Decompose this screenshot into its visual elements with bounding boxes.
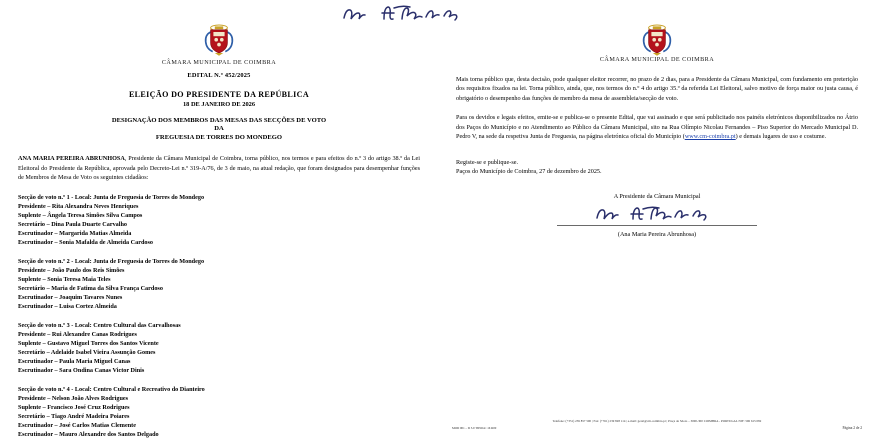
page-right	[438, 0, 876, 438]
voting-section-member: Presidente – João Paulo dos Reis Simões	[18, 267, 125, 275]
top-handwritten-signature	[322, 1, 492, 27]
organization-name-right: CÂMARA MUNICIPAL DE COIMBRA	[599, 56, 715, 63]
voting-section-member: Escrutinador – Margarida Matias Almeida	[18, 230, 132, 238]
signature-line	[557, 225, 757, 226]
intro-president-name: ANA MARIA PEREIRA ABRUNHOSA	[18, 155, 125, 163]
voting-section-header: Secção de voto n.º 4 - Local: Centro Cultural e Recreativo do Dianteiro	[18, 385, 205, 393]
voting-section-member: Secretário – Tiago André Madeira Poiares	[18, 412, 130, 420]
voting-section-block	[18, 322, 420, 376]
voting-section-member: Presidente – Nelson João Alves Rodrigues	[18, 394, 129, 402]
footer-document-code: MOD 001 – D 3.0 TIPOGC 16 R00	[452, 426, 497, 430]
voting-section-member: Secretário – Adelaide Isabel Vieira Assunção Gomes	[18, 348, 156, 356]
voting-sections-list	[14, 194, 424, 440]
voting-section-header: Secção de voto n.º 1 - Local: Junta de Freguesia de Torres do Mondego	[18, 194, 205, 202]
handwritten-signature-top-icon	[322, 1, 492, 27]
edital-number: EDITAL N.º 452/2025	[187, 72, 251, 79]
right-crest-container	[452, 0, 862, 63]
voting-section-member: Suplente – Francisco José Cruz Rodrigues	[18, 403, 130, 411]
paragraph-publication	[452, 113, 862, 141]
closing-register-line: Registe-se e publique-se.	[456, 158, 519, 166]
page-footer	[452, 419, 862, 430]
voting-section-block	[18, 386, 420, 440]
voting-section-member: Secretário – Maria de Fatima da Silva França Cardoso	[18, 285, 163, 293]
voting-section-member: Escrutinador – Mauro Alexandre dos Santos Delgado	[18, 430, 159, 438]
subtitle-block	[14, 117, 424, 142]
footer-page-number: Página 2 de 2	[842, 426, 862, 430]
coat-of-arms-icon	[198, 22, 240, 56]
closing-block	[452, 158, 862, 178]
voting-section-block	[18, 194, 420, 248]
subtitle-line-1: DESIGNAÇÃO DOS MEMBROS DAS MESAS DAS SECÇÕES DE VOTO	[111, 117, 327, 124]
page-left	[0, 0, 438, 438]
signature-handwriting	[452, 203, 862, 225]
handwritten-signature-icon	[567, 203, 747, 225]
subtitle-line-3: FREGUESIA DE TORRES DO MONDEGO	[155, 133, 283, 141]
closing-place-date: Paços do Município de Coimbra, 27 de dezembro de 2025.	[456, 168, 602, 176]
voting-section-member: Escrutinador – Joaquim Tavares Nunes	[18, 294, 123, 302]
paragraph-publication-part1: Para os devidos e legais efeitos, emite-se e publica-se o presente Edital, que vai assinado e que será publicitado nos painéis eletrónicos disponibilizados no Átrio dos Paços do Município e no Atendimento ao Público da Câmara Municipal, sito na Rua Olímpio Nicolau Fernandes – Piso Superior do Mercado Municipal D. Pedro V, na sede da respetiva Junta de Freguesia, na página eletrónica oficial do Município (	[456, 114, 858, 141]
paragraph-publication-part2: ) e demais lugares de uso e costume.	[735, 133, 827, 141]
voting-section-member: Suplente – Gustavo Miguel Torres dos Santos Vicente	[18, 339, 159, 347]
signature-role-label: A Presidente da Câmara Municipal	[613, 193, 701, 201]
voting-section-member: Escrutinador – José Carlos Matias Clemente	[18, 421, 136, 429]
voting-section-member: Presidente – Rui Alexandre Canas Rodrigues	[18, 331, 137, 338]
voting-section-member: Suplente – Sonia Teresa Maia Teles	[18, 276, 111, 284]
voting-section-member: Escrutinador – Paula Maria Miguel Canas	[18, 357, 131, 365]
organization-name-left: CÂMARA MUNICIPAL DE COIMBRA	[161, 59, 277, 66]
paragraph-recourse: Mais torna público que, desta decisão, pode qualquer eleitor recorrer, no prazo de 2 dias, para a Presidente da Câmara Municipal, com fundamento em preterição dos requisitos fixados na lei. Torna público, ainda, que, nos termos do n.º 4 do artigo 35.º da referida Lei Eleitoral, salvo motivo de força maior ou justa causa, é obrigatório o desempenho das funções de membro da mesa de assembleia/secção de voto.	[456, 76, 858, 102]
voting-section-member: Secretário – Dina Paula Duarte Carvalho	[18, 221, 128, 229]
intro-paragraph	[14, 154, 424, 182]
voting-section-member: Escrutinador – Sonia Mafalda de Almeida Cardoso	[18, 239, 153, 247]
voting-section-member: Suplente – Ângela Teresa Simões Silva Campos	[18, 212, 143, 220]
voting-section-member: Escrutinador – Luisa Cortez Almeida	[18, 303, 117, 311]
coat-of-arms-icon-right	[636, 22, 678, 56]
municipality-website-link[interactable]: www.cm-coimbra.pt	[684, 133, 736, 141]
voting-section-block	[18, 258, 420, 312]
election-date: 18 DE JANEIRO DE 2026	[182, 101, 256, 108]
voting-section-header: Secção de voto n.º 3 - Local: Centro Cultural das Carvalhosas	[18, 322, 181, 330]
subtitle-line-2: DA	[214, 125, 224, 133]
voting-section-header: Secção de voto n.º 2 - Local: Junta de Freguesia de Torres do Mondego	[18, 258, 205, 266]
footer-contact-info: Telefone: (+351) 239 857 500 | Fax: (+351) 239 828 114 | e-mail: geral@cm-coimbra.pt | Praça de Sdoto – 3000-300 COIMBRA - PORTUGAL NIF: 506 615 082	[552, 419, 762, 424]
voting-section-member: Escrutinador – Sara Ondina Canas Victor Dinis	[18, 366, 145, 374]
page-title: ELEIÇÃO DO PRESIDENTE DA REPÚBLICA	[128, 90, 310, 99]
voting-section-member: Presidente – Rita Alexandra Neves Henriques	[18, 203, 139, 211]
intro-body-text: , Presidente da Câmara Municipal de Coimbra, torna público, nos termos e para efeitos do n.º 3 do artigo 38.º da Lei Eleitoral do Presidente da República, aprovada pelo Decreto-Lei n.º 319-A/76, de 3 de maio, na atual redação, que foram designados para desempenhar funções de Membros de Mesa de Voto os seguintes cidadãos:	[18, 155, 421, 181]
signature-printed-name: (Ana Maria Pereira Abrunhosa)	[617, 231, 697, 239]
